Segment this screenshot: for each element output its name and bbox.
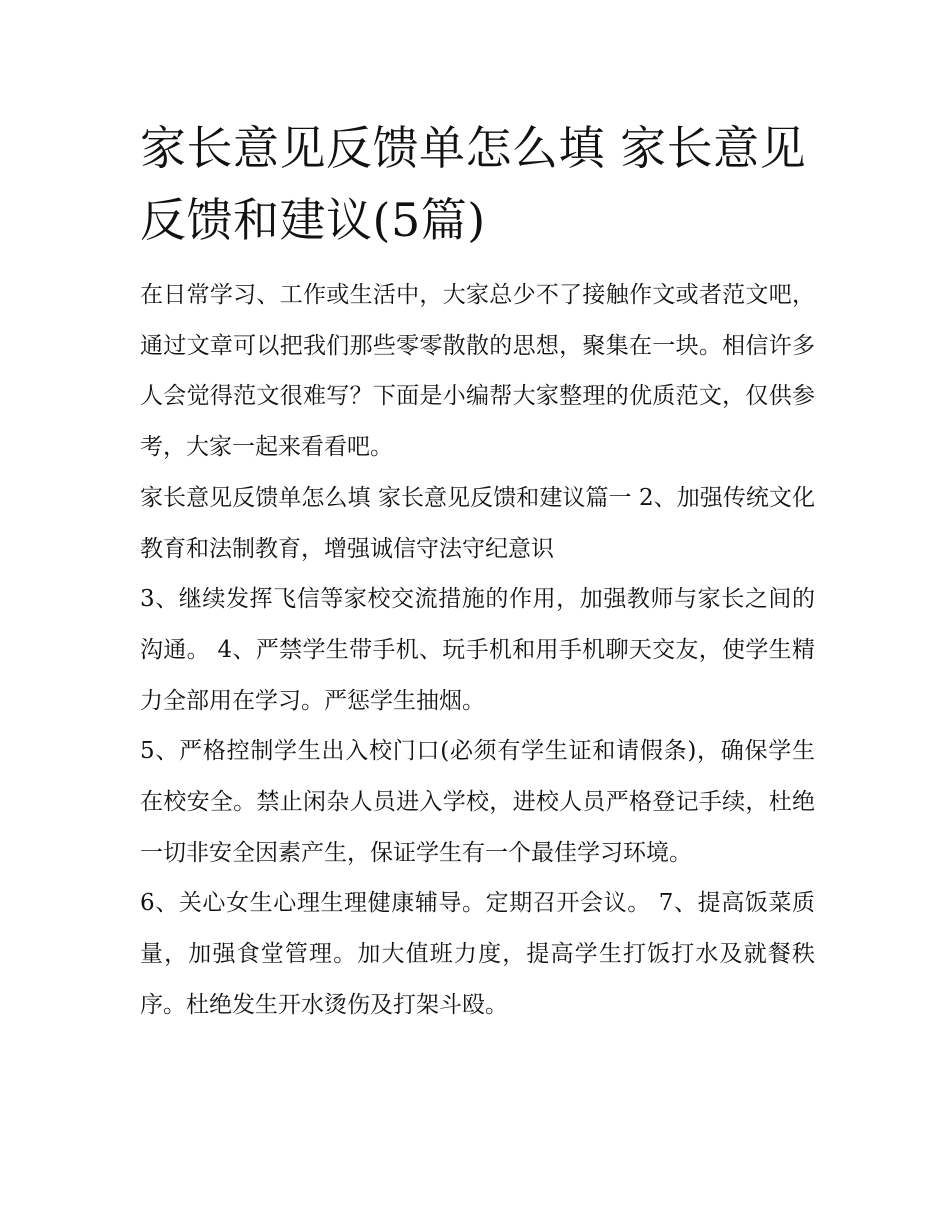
- body-paragraph-2: 3、继续发挥飞信等家校交流措施的作用，加强教师与家长之间的沟通。 4、严禁学生带手机、玩手机和用手机聊天交友，使学生精力全部用在学习。严惩学生抽烟。: [140, 586, 815, 714]
- document-page: [140, 112, 815, 1031]
- body-paragraph-3: 5、严格控制学生出入校门口(必须有学生证和请假条)，确保学生在校安全。禁止闲杂人员进入学校，进校人员严格登记手续，杜绝一切非安全因素产生，保证学生有一个最佳学习环境。: [140, 738, 815, 866]
- body-paragraph-4: 6、关心女生心理生理健康辅导。定期召开会议。 7、提高饭菜质量，加强食堂管理。加大值班力度，提高学生打饭打水及就餐秩序。杜绝发生开水烫伤及打架斗殴。: [140, 890, 815, 1018]
- body-paragraph-1: 家长意见反馈单怎么填 家长意见反馈和建议篇一 2、加强传统文化教育和法制教育，增强诚信守法守纪意识: [140, 484, 815, 562]
- intro-paragraph: 在日常学习、工作或生活中，大家总少不了接触作文或者范文吧，通过文章可以把我们那些零零散散的思想，聚集在一块。相信许多人会觉得范文很难写？下面是小编帮大家整理的优质范文，仅供参考，大家一起来看看吧。: [140, 282, 815, 461]
- document-title: 家长意见反馈单怎么填 家长意见反馈和建议(5篇): [140, 121, 807, 247]
